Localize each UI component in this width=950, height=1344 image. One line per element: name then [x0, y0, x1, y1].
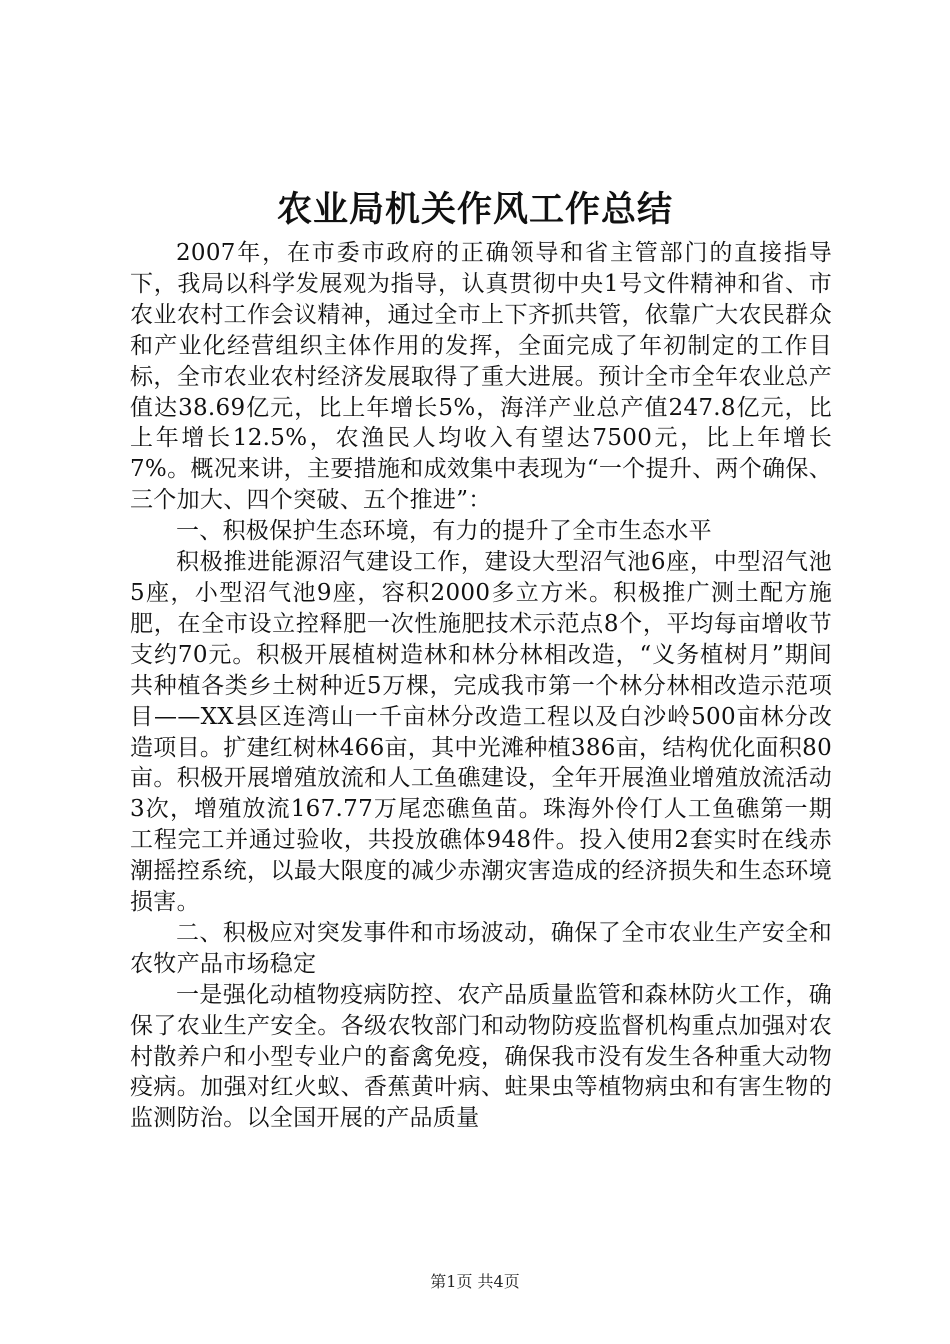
- document-title: 农业局机关作风工作总结: [276, 190, 673, 230]
- document-body: [130, 238, 832, 1134]
- paragraph-intro: 2007年，在市委市政府的正确领导和省主管部门的直接指导下，我局以科学发展观为指导，认真贯彻中央1号文件精神和省、市农业农村工作会议精神，通过全市上下齐抓共管，依靠广大农民群众和产业化经营组织主体作用的发挥，全面完成了年初制定的工作目标，全市农业农村经济发展取得了重大进展。预计全市全年农业总产值达38.69亿元，比上年增长5%，海洋产业总产值247.8亿元，比上年增长12.5%，农渔民人均收入有望达7500元，比上年增长7%。概况来讲，主要措施和成效集中表现为“一个提升、两个确保、三个加大、四个突破、五个推进”：: [130, 240, 832, 514]
- section-heading-2: 二、积极应对突发事件和市场波动，确保了全市农业生产安全和农牧产品市场稳定: [130, 919, 832, 977]
- paragraph-ecology: 积极推进能源沼气建设工作，建设大型沼气池6座，中型沼气池5座，小型沼气池9座，容积2000多立方米。积极推广测土配方施肥，在全市设立控释肥一次性施肥技术示范点8个，平均每亩增收节支约70元。积极开展植树造林和林分林相改造，“义务植树月”期间共种植各类乡土树种近5万棵，完成我市第一个林分林相改造示范项目——XX县区连湾山一千亩林分改造工程以及白沙岭500亩林分改造项目。扩建红树林466亩，其中光滩种植386亩，结构优化面积80亩。积极开展增殖放流和人工鱼礁建设，全年开展渔业增殖放流活动3次，增殖放流167.77万尾恋礁鱼苗。珠海外伶仃人工鱼礁第一期工程完工并通过验收，共投放礁体948件。投入使用2套实时在线赤潮摇控系统，以最大限度的减少赤潮灾害造成的经济损失和生态环境损害。: [130, 549, 832, 916]
- paragraph-safety: 一是强化动植物疫病防控、农产品质量监管和森林防火工作，确保了农业生产安全。各级农牧部门和动物防疫监督机构重点加强对农村散养户和小型专业户的畜禽免疫，确保我市没有发生各种重大动物疫病。加强对红火蚁、香蕉黄叶病、蛀果虫等植物病虫和有害生物的监测防治。以全国开展的产品质量: [130, 981, 832, 1132]
- page-number-footer: 第1页 共4页: [430, 1272, 520, 1291]
- section-heading-1: 一、积极保护生态环境，有力的提升了全市生态水平: [176, 518, 712, 545]
